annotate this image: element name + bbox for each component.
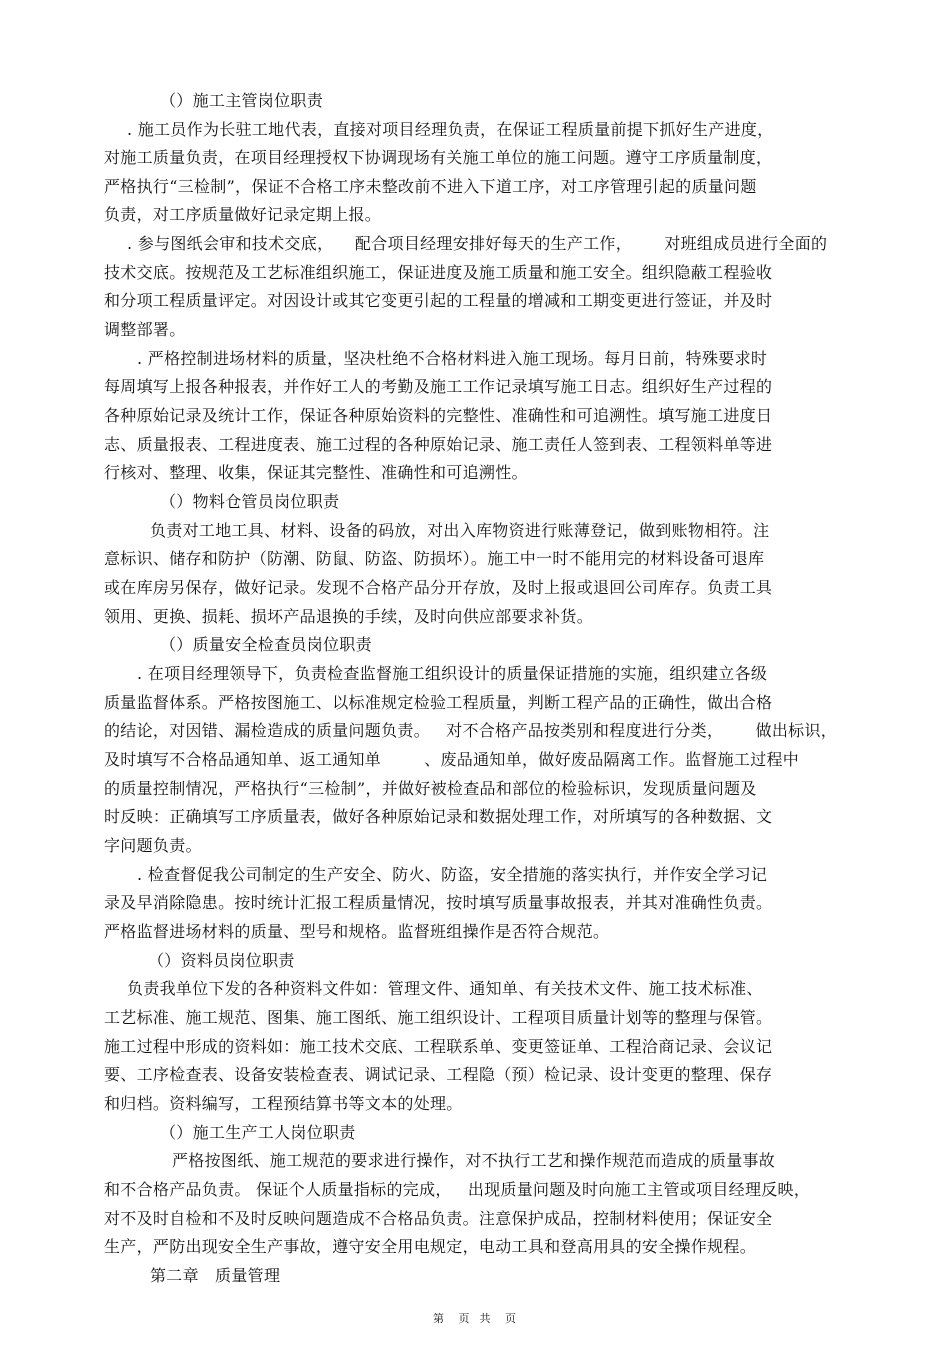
paragraph-line: . 在项目经理领导下，负责检查监督施工组织设计的质量保证措施的实施，组织建立各级 <box>137 664 768 683</box>
paragraph-line: 对不及时自检和不及时反映问题造成不合格品负责。注意保护成品，控制材料使用；保证安全 <box>104 1209 773 1228</box>
paragraph-line: 严格按图纸、施工规范的要求进行操作，对不执行工艺和操作规范而造成的质量事故 <box>172 1151 776 1170</box>
paragraph-line: 质量监督体系。严格按图施工、以标准规定检验工程质量，判断工程产品的正确性，做出合格 <box>104 693 773 712</box>
paragraph-line: 领用、更换、损耗、损坏产品退换的手续，及时向供应部要求补货。 <box>104 607 594 626</box>
paragraph-line: 施工过程中形成的资料如：施工技术交底、工程联系单、变更签证单、工程洽商记录、会议记 <box>104 1037 773 1056</box>
paragraph-line: 和归档。资料编写，工程预结算书等文本的处理。 <box>104 1094 463 1113</box>
paragraph-line: . 施工员作为长驻工地代表，直接对项目经理负责，在保证工程质量前提下抓好生产进度， <box>127 120 774 139</box>
chapter-heading: 第二章 质量管理 <box>150 1266 281 1285</box>
paragraph-line: 对施工质量负责，在项目经理授权下协调现场有关施工单位的施工问题。遵守工序质量制度， <box>104 148 773 167</box>
paragraph-line: 志、质量报表、工程进度表、施工过程的各种原始记录、施工责任人签到表、工程领料单等进 <box>104 435 773 454</box>
paragraph-line: . 参与图纸会审和技术交底， 配合项目经理安排好每天的生产工作， 对班组成员进行全面的 <box>127 234 828 253</box>
paragraph-line: 或在库房另保存，做好记录。发现不合格产品分开存放，及时上报或退回公司库存。负责工具 <box>104 578 773 597</box>
section-heading: （）施工主管岗位职责 <box>160 91 324 110</box>
paragraph-line: 及时填写不合格品通知单、返工通知单 、废品通知单，做好废品隔离工作。监督施工过程中 <box>104 750 800 769</box>
paragraph-line: 行核对、整理、收集，保证其完整性、准确性和可追溯性。 <box>104 463 528 482</box>
paragraph-line: 严格执行“三检制”，保证不合格工序未整改前不进入下道工序，对工序管理引起的质量问题 <box>104 177 757 196</box>
paragraph-line: 生产，严防出现安全生产事故，遵守安全用电规定，电动工具和登高用具的安全操作规程。 <box>104 1237 757 1256</box>
paragraph-line: 和分项工程质量评定。对因设计或其它变更引起的工程量的增减和工期变更进行签证，并及时 <box>104 291 773 310</box>
paragraph-line: 严格监督进场材料的质量、型号和规格。监督班组操作是否符合规范。 <box>104 922 610 941</box>
paragraph-line: 技术交底。按规范及工艺标准组织施工，保证进度及施工质量和施工安全。组织隐蔽工程验收 <box>104 263 773 282</box>
page-footer: 第 页 共 页 <box>433 1312 517 1325</box>
paragraph-line: . 严格控制进场材料的质量，坚决杜绝不合格材料进入施工现场。每月日前，特殊要求时 <box>137 349 768 368</box>
paragraph-line: 工艺标准、施工规范、图集、施工图纸、施工组织设计、工程项目质量计划等的整理与保管。 <box>104 1008 773 1027</box>
paragraph-line: 负责对工地工具、材料、设备的码放，对出入库物资进行账薄登记，做到账物相符。注 <box>150 521 770 540</box>
paragraph-line: 负责，对工序质量做好记录定期上报。 <box>104 205 382 224</box>
paragraph-line: 字问题负责。 <box>104 836 202 855</box>
paragraph-line: 调整部署。 <box>104 320 186 339</box>
paragraph-line: 要、工序检查表、设备安装检查表、调试记录、工程隐（预）检记录、设计变更的整理、保存 <box>104 1065 773 1084</box>
paragraph-line: 的质量控制情况，严格执行“三检制”，并做好被检查品和部位的检验标识，发现质量问题及 <box>104 779 757 798</box>
paragraph-line: 时反映：正确填写工序质量表，做好各种原始记录和数据处理工作，对所填写的各种数据、文 <box>104 807 773 826</box>
section-heading: （）资料员岗位职责 <box>148 951 295 970</box>
paragraph-line: 每周填写上报各种报表，并作好工人的考勤及施工工作记录填写施工日志。组织好生产过程的 <box>104 377 773 396</box>
paragraph-line: 意标识、储存和防护（防潮、防鼠、防盗、防损坏）。施工中一时不能用完的材料设备可退库 <box>104 549 765 568</box>
paragraph-line: 的结论，对因错、漏检造成的质量问题负责。 对不合格产品按类别和程度进行分类， 做出标识， <box>104 721 838 740</box>
paragraph-line: 各种原始记录及统计工作，保证各种原始资料的完整性、准确性和可追溯性。填写施工进度日 <box>104 406 773 425</box>
section-heading: （）质量安全检查员岗位职责 <box>160 635 372 654</box>
section-heading: （）施工生产工人岗位职责 <box>160 1123 356 1142</box>
paragraph-line: 和不合格产品负责。 保证个人质量指标的完成， 出现质量问题及时向施工主管或项目经理反映， <box>104 1180 811 1199</box>
section-heading: （）物料仓管员岗位职责 <box>160 492 340 511</box>
paragraph-line: 负责我单位下发的各种资料文件如：管理文件、通知单、有关技术文件、施工技术标准、 <box>127 979 763 998</box>
paragraph-line: 录及早消除隐患。按时统计汇报工程质量情况，按时填写质量事故报表，并其对准确性负责。 <box>104 893 773 912</box>
paragraph-line: . 检查督促我公司制定的生产安全、防火、防盗，安全措施的落实执行，并作安全学习记 <box>137 865 768 884</box>
